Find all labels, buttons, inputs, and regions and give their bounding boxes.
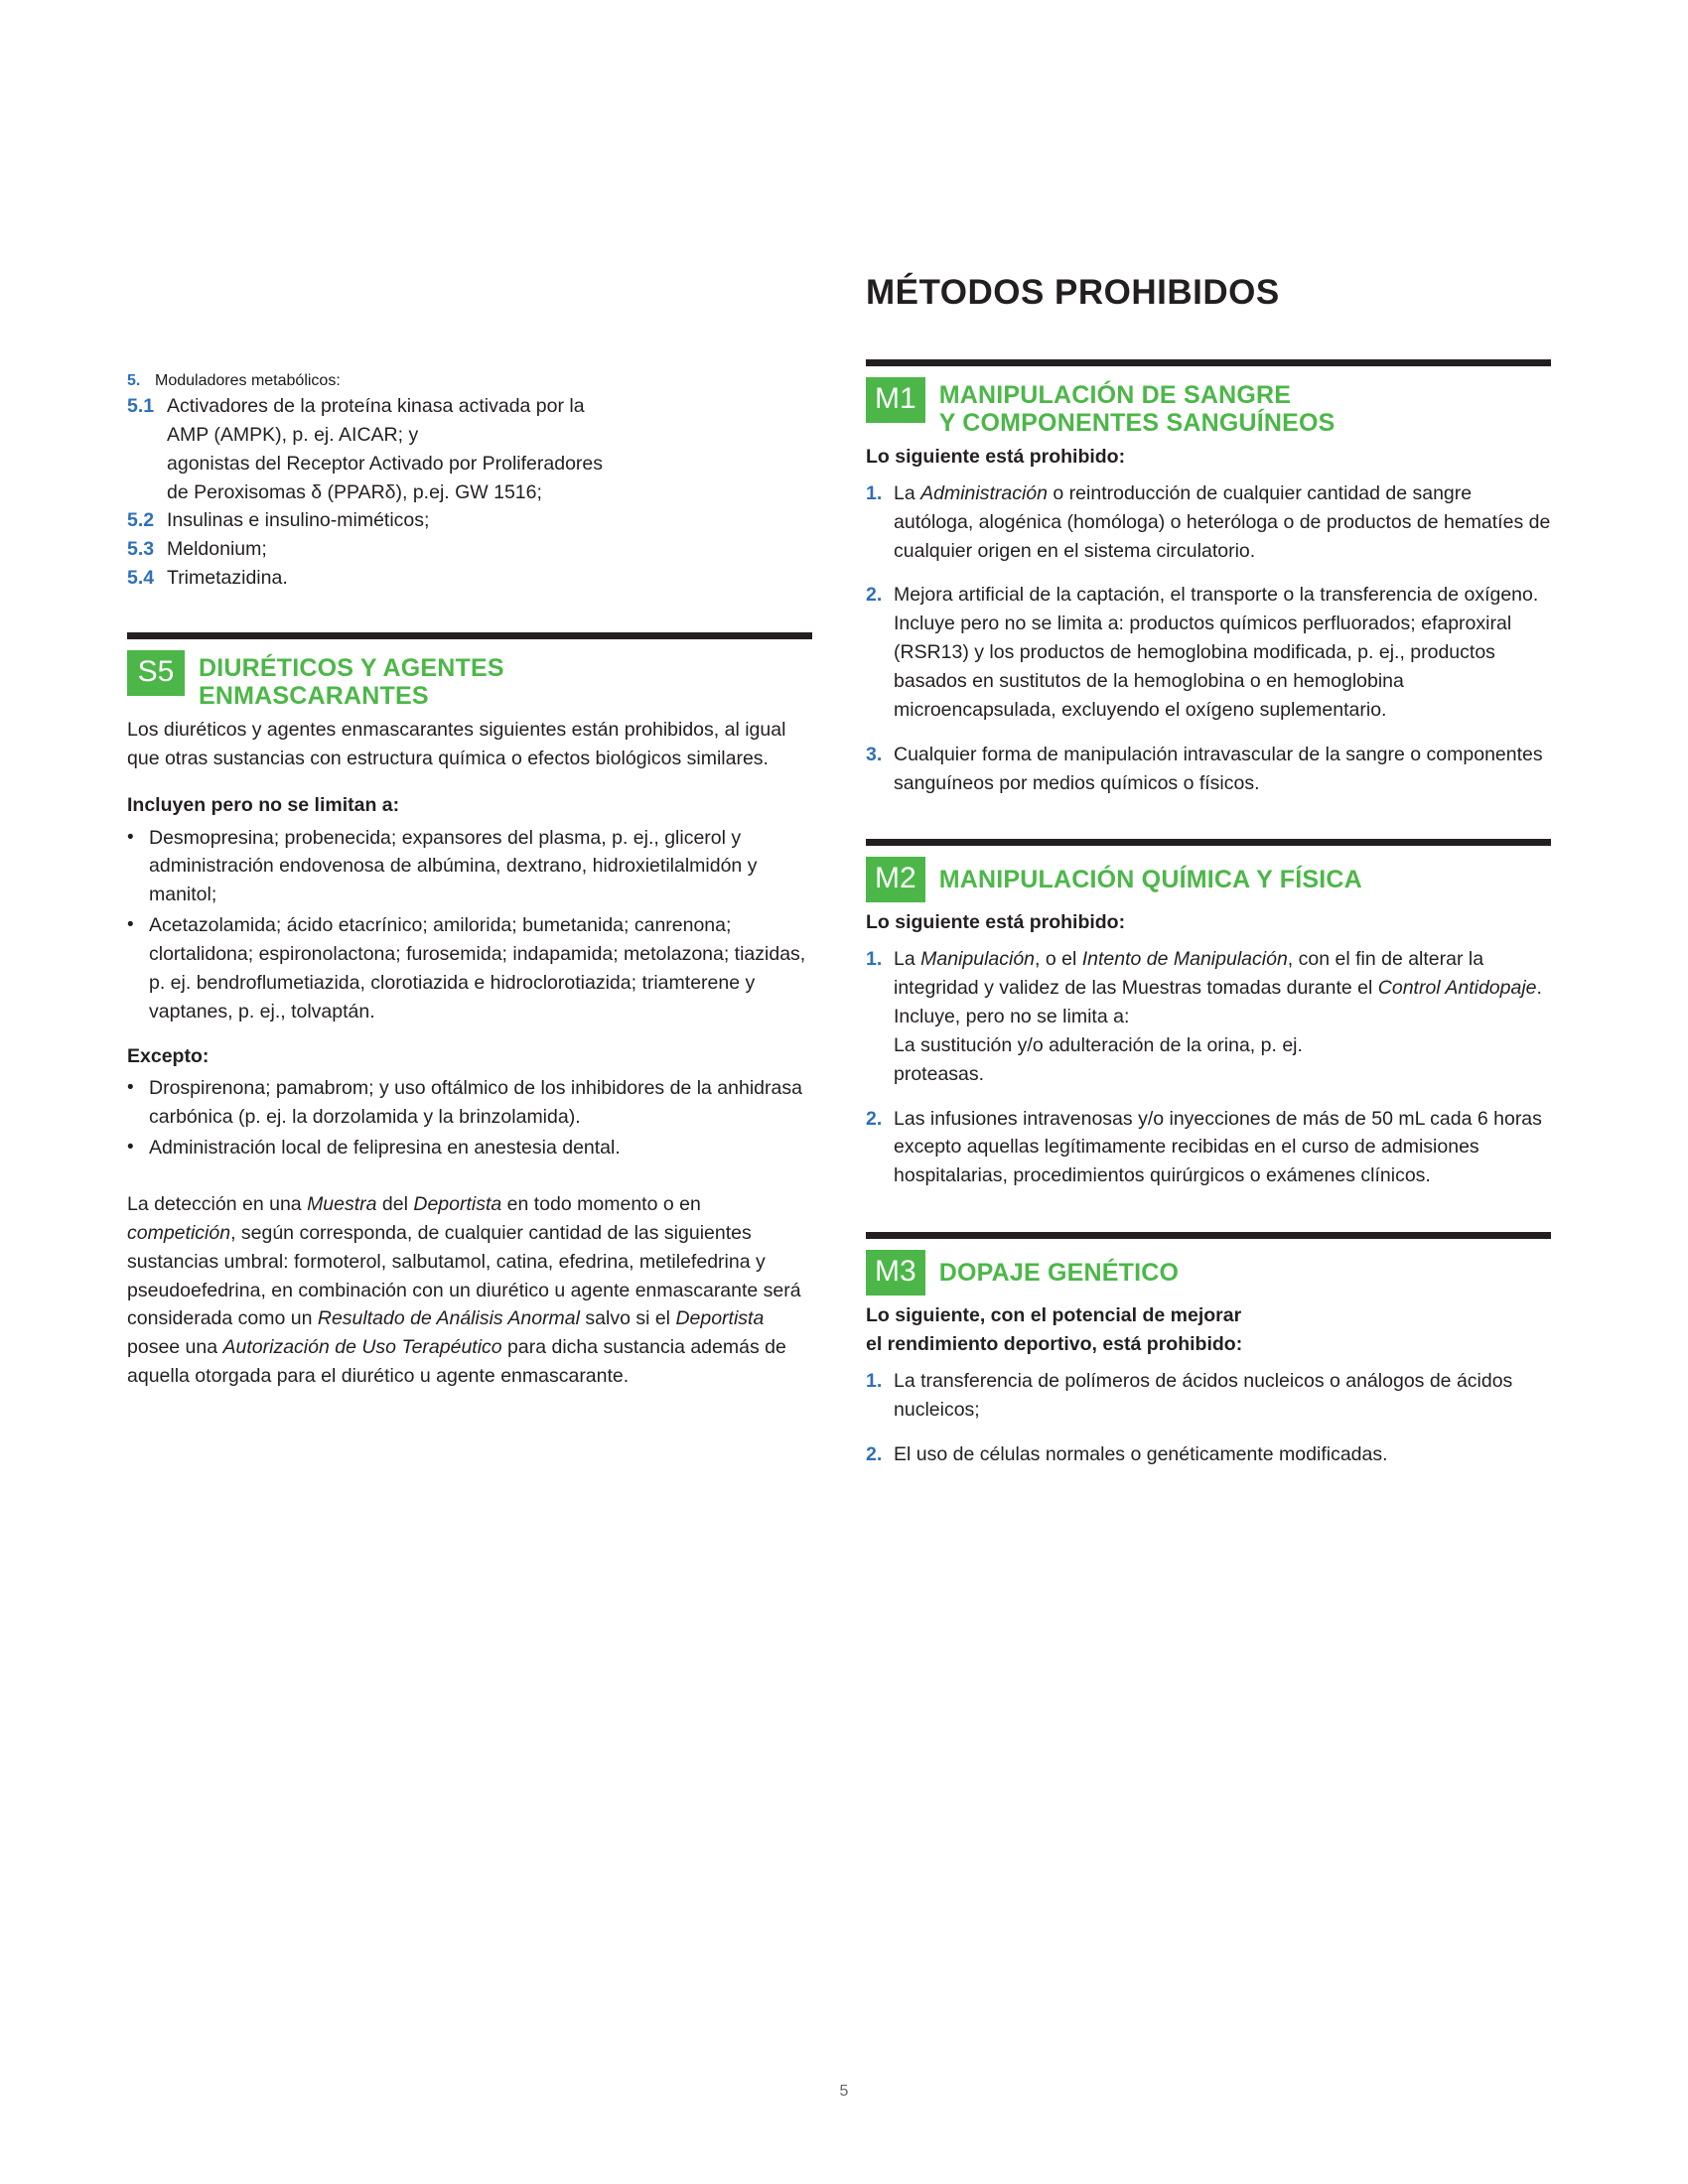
text-run: para dicha sustancia además de aquella otorgada para el diurético u agente enmascarante.: [127, 1336, 786, 1388]
section-m1-title: [939, 377, 1336, 437]
text-run: salvo si el: [579, 1307, 676, 1330]
section-divider: [866, 1232, 1551, 1239]
s5-except-label: Excepto:: [127, 1044, 210, 1067]
bullet-icon: •: [127, 914, 134, 936]
section-m3-header: [866, 1250, 1551, 1296]
section-s5-title: [199, 650, 504, 710]
bullet-text: Drospirenona; pamabrom; y uso oftálmico de los inhibidores de la anhidrasa carbónica (p. ej. la dorzolamida y la brinzolamida).: [149, 1077, 802, 1129]
subitem-line: AMP (AMPK), p. ej. AICAR; y: [167, 423, 419, 446]
text-run: . Incluye, pero no se limita a:: [894, 977, 1542, 1028]
item-5-number: 5.: [127, 372, 141, 389]
item-number: 1.: [866, 481, 883, 504]
list-item: [866, 1105, 1551, 1191]
section-code-badge: M3: [866, 1250, 925, 1296]
subitem-line: de Peroxisomas δ (PPARδ), p.ej. GW 1516;: [167, 480, 542, 503]
m1-item-list: [866, 479, 1551, 798]
m2-item-list: [866, 945, 1551, 1190]
list-item: [127, 506, 812, 535]
subitem-line: Activadores de la proteína kinasa activada por la: [167, 395, 585, 417]
item-5-subitems: [127, 392, 812, 593]
item-number: 3.: [866, 743, 883, 765]
section-title-line: Y COMPONENTES SANGUÍNEOS: [938, 409, 1336, 437]
section-s5-header: [127, 650, 812, 710]
text-run: Las infusiones intravenosas y/o inyecciones de más de 50 mL cada 6 horas excepto aquellas legítimamente recibidas en el curso de admisiones hospitalarias, procedimientos quirúrgicos o exámenes clínicos.: [894, 1107, 1542, 1187]
emphasis-term: Muestra: [307, 1193, 377, 1216]
section-m2-title: [939, 857, 1362, 893]
text-run: La detección en una: [127, 1193, 308, 1216]
text-run: en todo momento o en: [501, 1193, 701, 1216]
list-item: [866, 479, 1551, 566]
text-run: El uso de células normales o genéticamente modificadas.: [894, 1442, 1388, 1465]
list-item: [866, 741, 1551, 798]
section-title-line: DOPAJE GENÉTICO: [938, 1259, 1180, 1288]
list-item: [127, 1074, 812, 1132]
s5-except-bullets: [127, 1074, 812, 1162]
list-item: [127, 1134, 812, 1162]
item-text: [894, 1440, 1551, 1469]
item-extra-line: proteasas.: [894, 1062, 985, 1085]
bullet-text: Administración local de felipresina en anestesia dental.: [149, 1137, 621, 1160]
subitem-number: 5.4: [127, 567, 155, 590]
text-run: La: [894, 481, 921, 504]
section-divider: [866, 359, 1551, 366]
section-s5: [127, 632, 812, 1391]
section-item-5: [127, 372, 812, 593]
bullet-text: Acetazolamida; ácido etacrínico; amilorida; bumetanida; canrenona; clortalidona; espironolactona; furosemida; indapamida; metolazona; tiazidas, p. ej. bendroflumetiazida, clorotiazida e hidroclorotiazida; triamterene y vaptanes, p. ej., tolvaptán.: [149, 914, 806, 1023]
section-divider: [866, 839, 1551, 846]
emphasis-term: Administración: [920, 481, 1048, 504]
subitem-line: agonistas del Receptor Activado por Proliferadores: [167, 452, 603, 475]
page-number: 5: [839, 2083, 849, 2100]
item-text: [894, 581, 1551, 724]
item-number: 2.: [866, 1107, 883, 1130]
text-run: , según corresponda, de cualquier cantidad de las siguientes sustancias umbral: formoterol, salbutamol, catina, efedrina, metilefedrina y pseudoefedrina, en combinación con un diurético u agente enmascarante será considerada como un: [127, 1221, 801, 1330]
emphasis-term: competición: [127, 1221, 231, 1244]
list-item: [127, 564, 812, 593]
section-m3: [866, 1232, 1551, 1468]
item-number: 1.: [866, 948, 883, 971]
s5-intro-paragraph: Los diuréticos y agentes enmascarantes siguientes están prohibidos, al igual que otras sustancias con estructura química o efectos biológicos similares.: [127, 719, 786, 769]
list-item: [127, 535, 812, 564]
item-number: 1.: [866, 1369, 883, 1392]
emphasis-term: Resultado de Análisis Anormal: [317, 1307, 580, 1330]
section-title-line: DIURÉTICOS Y AGENTES: [199, 654, 504, 683]
text-run: Mejora artificial de la captación, el transporte o la transferencia de oxígeno. Incluye pero no se limita a: productos químicos perfluorados; efaproxiral (RSR13) y los productos de hemoglobina modificada, p. ej., productos basados en sustitutos de la hemoglobina o en hemoglobina microencapsulada, excluyendo el oxígeno suplementario.: [894, 584, 1539, 721]
text-run: , con el fin de alterar la integridad y validez de las Muestras tomadas durante el: [894, 948, 1484, 1000]
text-run: posee una: [127, 1336, 223, 1359]
text-run: del: [376, 1193, 414, 1216]
section-code-badge: S5: [127, 650, 185, 696]
item-text: [894, 945, 1551, 1088]
emphasis-term: Deportista: [675, 1307, 765, 1330]
item-number: 2.: [866, 1442, 883, 1465]
item-number: 2.: [866, 584, 883, 607]
section-title-line: ENMASCARANTES: [199, 682, 429, 711]
bullet-icon: •: [127, 1137, 134, 1159]
item-text: [894, 1367, 1551, 1425]
section-divider: [127, 632, 812, 639]
section-title-line: MANIPULACIÓN DE SANGRE: [938, 381, 1292, 409]
section-code-badge: M1: [866, 377, 925, 423]
item-text: [894, 479, 1551, 566]
section-m2: [866, 839, 1551, 1190]
emphasis-term: Control Antidopaje: [1377, 977, 1537, 1000]
subitem-text: [167, 392, 812, 506]
section-m1: [866, 359, 1551, 797]
subitem-text: Insulinas e insulino-miméticos;: [167, 509, 430, 532]
bullet-text: Desmopresina; probenecida; expansores del plasma, p. ej., glicerol y administración endovenosa de albúmina, dextrano, hidroxietilalmidón y manitol;: [149, 826, 758, 906]
emphasis-term: Autorización de Uso Terapéutico: [222, 1336, 502, 1359]
text-run: , o el: [1035, 948, 1082, 971]
subitem-text: Meldonium;: [167, 538, 267, 561]
m1-prohibited-label: Lo siguiente está prohibido:: [866, 446, 1126, 468]
section-title-line: MANIPULACIÓN QUÍMICA Y FÍSICA: [938, 866, 1362, 894]
m3-prohibited-label-line1: Lo siguiente, con el potencial de mejorar: [866, 1304, 1242, 1327]
section-m3-title: [939, 1250, 1179, 1287]
section-code-badge: M2: [866, 857, 925, 902]
subitem-number: 5.1: [127, 395, 155, 417]
text-run: Cualquier forma de manipulación intravascular de la sangre o componentes sanguíneos por medios químicos o físicos.: [894, 743, 1543, 794]
m3-prohibited-label-line2: el rendimiento deportivo, está prohibido:: [866, 1333, 1243, 1356]
item-extra-line: La sustitución y/o adulteración de la orina, p. ej.: [894, 1033, 1303, 1056]
s5-closing-paragraph: [127, 1190, 812, 1391]
emphasis-term: Manipulación: [920, 948, 1036, 971]
s5-include-bullets: [127, 824, 812, 1026]
list-item: [866, 581, 1551, 724]
m3-item-list: [866, 1367, 1551, 1469]
list-item: [866, 1440, 1551, 1469]
right-column: [866, 359, 1551, 1484]
subitem-text: Trimetazidina.: [167, 567, 288, 590]
text-run: o reintroducción de cualquier cantidad de sangre autóloga, alogénica (homóloga) o heteróloga o de productos de hematíes de cualquier origen en el sistema circulatorio.: [894, 481, 1551, 562]
m2-prohibited-label: Lo siguiente está prohibido:: [866, 911, 1126, 934]
text-run: La transferencia de polímeros de ácidos nucleicos o análogos de ácidos nucleicos;: [894, 1369, 1513, 1421]
list-item: [127, 824, 812, 910]
list-item: [866, 945, 1551, 1088]
list-item: [866, 1367, 1551, 1425]
bullet-icon: •: [127, 826, 134, 848]
page-title: MÉTODOS PROHIBIDOS: [866, 273, 1280, 313]
subitem-number: 5.2: [127, 509, 155, 532]
item-text: [894, 1105, 1551, 1191]
left-column: [127, 372, 812, 1409]
section-m1-header: [866, 377, 1551, 437]
emphasis-term: Intento de Manipulación: [1081, 948, 1288, 971]
emphasis-term: Deportista: [413, 1193, 502, 1216]
list-item: [127, 911, 812, 1025]
bullet-icon: •: [127, 1077, 134, 1099]
item-5-title: Moduladores metabólicos:: [155, 372, 341, 389]
text-run: La: [894, 948, 921, 971]
s5-include-label: Incluyen pero no se limitan a:: [127, 793, 400, 816]
item-text: [894, 741, 1551, 798]
section-m2-header: [866, 857, 1551, 902]
subitem-number: 5.3: [127, 538, 155, 561]
list-item: [127, 392, 812, 506]
